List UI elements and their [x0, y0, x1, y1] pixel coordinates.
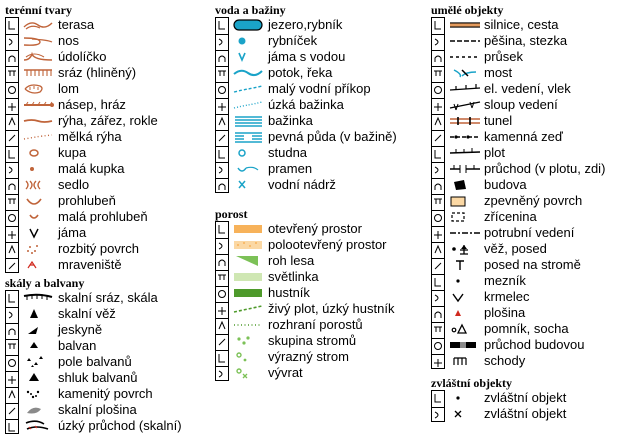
water-tank-icon	[232, 176, 266, 194]
legend-label: rozhraní porostů	[268, 317, 363, 332]
code-cell	[6, 66, 18, 82]
code-cell	[216, 286, 228, 302]
section-water	[212, 0, 417, 200]
section-special	[428, 373, 638, 425]
legend-label: terasa	[58, 17, 95, 32]
special-object-circle-icon	[448, 405, 482, 423]
code-cell	[216, 98, 228, 114]
code-cell	[432, 66, 444, 82]
legend-label: zvláštní objekt	[484, 406, 567, 421]
legend-label: el. vedení, vlek	[484, 81, 571, 96]
legend-label: zpevněný povrch	[484, 193, 583, 208]
code-cell	[432, 82, 444, 98]
legend-label: úzká bažinka	[268, 97, 344, 112]
legend-label: posed na stromě	[484, 257, 581, 272]
code-cell	[432, 354, 444, 370]
code-cell	[216, 238, 228, 254]
legend-label: sráz (hliněný)	[58, 65, 137, 80]
code-cell	[432, 162, 444, 178]
legend-label: pramen	[268, 161, 313, 176]
legend-label: úzký průchod (skalní)	[58, 418, 182, 433]
legend-label: rýha, zářez, rokle	[58, 113, 158, 128]
legend-label: prohlubeň	[58, 193, 116, 208]
code-cell	[432, 242, 444, 258]
legend-label: most	[484, 65, 513, 80]
code-cell	[216, 50, 228, 66]
legend-label: mraveniště	[58, 257, 122, 272]
code-cell	[6, 82, 18, 98]
code-cell	[6, 34, 18, 50]
code-cell	[6, 226, 18, 242]
legend-label: skalní věž	[58, 306, 116, 321]
legend-label: otevřený prostor	[268, 221, 362, 236]
legend-label: malá kupka	[58, 161, 125, 176]
code-cell	[432, 290, 444, 306]
legend-label: malá prohlubeň	[58, 209, 148, 224]
section-title: voda a bažiny	[215, 3, 286, 17]
legend-label: nos	[58, 33, 79, 48]
legend-label: zřícenina	[484, 209, 537, 224]
code-cell	[6, 355, 18, 371]
legend-label: jeskyně	[58, 322, 103, 337]
legend-label: vodní nádrž	[268, 177, 336, 192]
code-cell	[432, 178, 444, 194]
legend-label: násep, hráz	[58, 97, 126, 112]
section-title: terénní tvary	[5, 3, 72, 17]
legend-label: polootevřený prostor	[268, 237, 387, 252]
code-cell	[6, 194, 18, 210]
legend-label: krmelec	[484, 289, 530, 304]
code-cell	[432, 226, 444, 242]
code-cell	[432, 34, 444, 50]
root-stock-icon	[232, 364, 266, 382]
code-cell	[6, 403, 18, 419]
legend-label: jáma	[58, 225, 87, 240]
code-cell	[6, 307, 18, 323]
section-vegetation	[212, 205, 417, 385]
code-cell	[6, 210, 18, 226]
code-cell	[216, 114, 228, 130]
code-column	[431, 390, 445, 422]
code-cell	[432, 98, 444, 114]
legend-label: skalní plošina	[58, 402, 137, 417]
legend-label: potrubní vedení	[484, 225, 575, 240]
legend-label: jezero,rybník	[268, 17, 343, 32]
legend-label: mezník	[484, 273, 526, 288]
legend-label: zvláštní objekt	[484, 390, 567, 405]
legend-label: světlinka	[268, 269, 319, 284]
code-cell	[6, 98, 18, 114]
code-cell	[6, 258, 18, 274]
legend-label: plošina	[484, 305, 526, 320]
legend-label: sedlo	[58, 177, 90, 192]
code-cell	[6, 387, 18, 403]
legend-label: pomník, socha	[484, 321, 569, 336]
legend-label: malý vodní příkop	[268, 81, 371, 96]
code-cell	[432, 306, 444, 322]
code-cell	[432, 18, 444, 34]
legend-label: skupina stromů	[268, 333, 357, 348]
code-cell	[432, 194, 444, 210]
legend-label: bažinka	[268, 113, 313, 128]
legend-label: průchod budovou	[484, 337, 585, 352]
code-cell	[216, 34, 228, 50]
legend-label: sloup vedení	[484, 97, 558, 112]
section-title: umělé objekty	[431, 3, 504, 17]
code-cell	[6, 18, 18, 34]
code-column	[215, 17, 229, 193]
code-column	[5, 290, 19, 434]
legend-label: rozbitý povrch	[58, 241, 139, 256]
legend-label: silnice, cesta	[484, 17, 559, 32]
section-rocks	[2, 274, 207, 434]
code-cell	[216, 82, 228, 98]
legend-label: balvan	[58, 338, 97, 353]
code-cell	[216, 366, 228, 382]
legend-label: živý plot, úzký hustník	[268, 301, 395, 316]
section-terrain	[2, 0, 207, 275]
narrow-passage-icon	[22, 417, 56, 435]
code-cell	[216, 18, 228, 34]
legend-label: schody	[484, 353, 526, 368]
code-cell	[216, 162, 228, 178]
code-cell	[216, 318, 228, 334]
code-cell	[216, 350, 228, 366]
legend-label: hustník	[268, 285, 310, 300]
legend-label: budova	[484, 177, 527, 192]
code-cell	[432, 130, 444, 146]
legend-label: průsek	[484, 49, 524, 64]
section-title: skály a balvany	[5, 276, 85, 290]
legend-label: roh lesa	[268, 253, 315, 268]
section-title: porost	[215, 207, 248, 221]
code-column	[215, 221, 229, 381]
code-cell	[6, 339, 18, 355]
code-cell	[216, 66, 228, 82]
section-manmade	[428, 0, 638, 370]
code-cell	[216, 130, 228, 146]
code-cell	[432, 210, 444, 226]
code-cell	[216, 302, 228, 318]
code-cell	[216, 270, 228, 286]
legend-label: vývrat	[268, 365, 303, 380]
legend-label: pevná půda (v bažině)	[268, 129, 397, 144]
code-cell	[216, 222, 228, 238]
legend-label: údolíčko	[58, 49, 107, 64]
code-cell	[6, 371, 18, 387]
legend-label: shluk balvanů	[58, 370, 138, 385]
code-cell	[216, 254, 228, 270]
code-cell	[432, 114, 444, 130]
code-column	[431, 17, 445, 369]
code-cell	[6, 162, 18, 178]
code-cell	[432, 338, 444, 354]
stairway-icon	[448, 352, 482, 370]
code-column	[5, 17, 19, 273]
legend-label: průchod (v plotu, zdi)	[484, 161, 606, 176]
legend-label: kamenná zeď	[484, 129, 563, 144]
code-cell	[6, 130, 18, 146]
legend-label: studna	[268, 145, 308, 160]
section-title: zvláštní objekty	[431, 376, 512, 390]
code-cell	[216, 334, 228, 350]
legend-label: pole balvanů	[58, 354, 132, 369]
code-cell	[216, 146, 228, 162]
code-cell	[432, 322, 444, 338]
code-cell	[432, 258, 444, 274]
legend-label: potok, řeka	[268, 65, 333, 80]
legend-label: skalní sráz, skála	[58, 290, 158, 305]
code-cell	[6, 323, 18, 339]
code-cell	[216, 178, 228, 194]
legend-label: kupa	[58, 145, 87, 160]
code-cell	[6, 50, 18, 66]
code-cell	[432, 407, 444, 423]
legend-label: věž, posed	[484, 241, 547, 256]
legend-label: výrazný strom	[268, 349, 349, 364]
code-cell	[6, 242, 18, 258]
legend-label: plot	[484, 145, 505, 160]
legend-label: pěšina, stezka	[484, 33, 568, 48]
code-cell	[6, 291, 18, 307]
code-cell	[432, 274, 444, 290]
code-cell	[432, 50, 444, 66]
code-cell	[6, 114, 18, 130]
code-cell	[6, 419, 18, 435]
legend-label: jáma s vodou	[268, 49, 346, 64]
code-cell	[6, 146, 18, 162]
legend-label: mělká rýha	[58, 129, 122, 144]
anthill-icon	[22, 256, 56, 274]
code-cell	[6, 178, 18, 194]
legend-label: lom	[58, 81, 79, 96]
legend-label: kamenitý povrch	[58, 386, 153, 401]
legend-label: rybníček	[268, 33, 318, 48]
code-cell	[432, 146, 444, 162]
legend-label: tunel	[484, 113, 513, 128]
code-cell	[432, 391, 444, 407]
